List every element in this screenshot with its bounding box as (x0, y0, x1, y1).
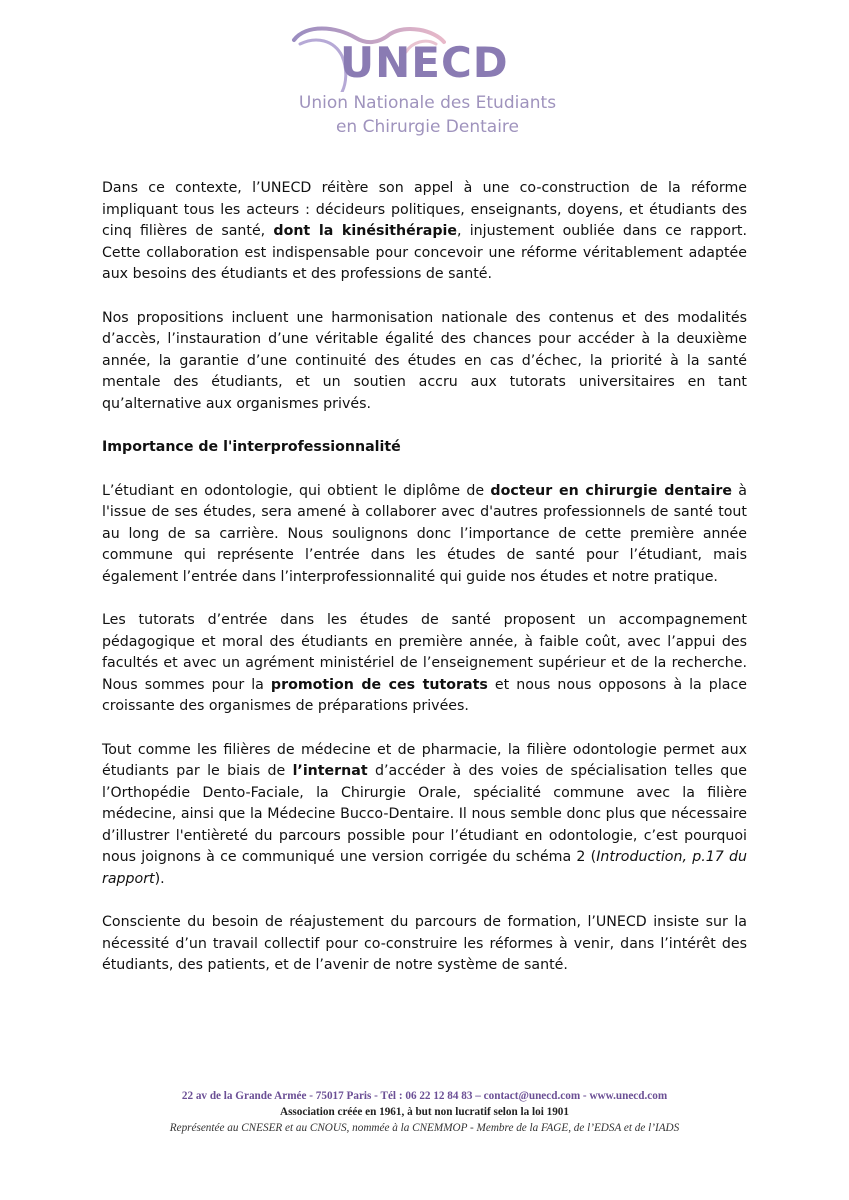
paragraph-odontologie: L’étudiant en odontologie, qui obtient le diplôme de docteur en chirurgie dentaire à l'issue de ses études, sera amené à collaborer avec d'autres professionnels de santé tout au long de sa carrière. Nous soulignons donc l’importance de cette première année commune qui représente l’entrée dans les études de santé pour l’étudiant, mais également l’entrée dans l’interprofessionnalité qui guide nos études et notre pratique. (102, 482, 747, 585)
section-heading: Importance de l'interprofessionnalité (102, 439, 401, 455)
footer-association: Association créée en 1961, à but non lucratif selon la loi 1901 (280, 1106, 569, 1118)
org-name-line1: Union Nationale des Etudiants (298, 93, 557, 113)
footer-contact: 22 av de la Grande Armée - 75017 Paris - Tél : 06 22 12 84 83 – contact@unecd.com - www.unecd.com (181, 1090, 668, 1102)
page-footer (0, 1088, 849, 1136)
emphasis-promotion: promotion de ces tutorats (270, 676, 488, 693)
paragraph-conclusion: Consciente du besoin de réajustement du parcours de formation, l’UNECD insiste sur la nécessité d’un travail collectif pour co-construire les réformes à venir, dans l’intérêt des étudiants, des patients, et de l’avenir de notre système de santé. (102, 914, 747, 973)
emphasis-kinesitherapie: dont la kinésithérapie (273, 223, 457, 239)
paragraph-tutorats: Les tutorats d’entrée dans les études de santé proposent un accompagnement pédagogique et moral des étudiants en première année, à faible coût, avec l’appui des facultés et avec un agrément ministériel de l’enseignement supérieur et de la recherche. Nous sommes pour la promotion de ces tutorats et nous nous opposons à la place croissante des organismes de préparations privées. (102, 612, 747, 714)
emphasis-docteur: docteur en chirurgie dentaire (490, 482, 732, 499)
logo-wordmark: UNECD (340, 38, 509, 87)
letterhead (0, 0, 849, 150)
paragraph-propositions: Nos propositions incluent une harmonisation nationale des contenus et des modalités d’accès, l’instauration d’une véritable égalité des chances pour accéder à la deuxième année, la garantie d’une continuité des études en cas d’échec, la priorité à la santé mentale des étudiants, et un soutien accru aux tutorats universitaires en tant qu’alternative aux organismes privés. (102, 309, 747, 412)
paragraph-coconstruction: Dans ce contexte, l’UNECD réitère son appel à une co-construction de la réforme impliquant tous les acteurs : décideurs politiques, enseignants, doyens, et étudiants des cinq filières de santé, dont la kinésithérapie, injustement oubliée dans ce rapport. Cette collaboration est indispensable pour concevoir une réforme véritablement adaptée aux besoins des étudiants et des professions de santé. (102, 180, 747, 282)
paragraph-internat: Tout comme les filières de médecine et de pharmacie, la filière odontologie permet aux étudiants par le biais de l’internat d’accéder à des voies de spécialisation telles que l’Orthopédie Dento-Faciale, la Chirurgie Orale, spécialité commune avec la filière médecine, ainsi que la Médecine Bucco-Dentaire. Il nous semble donc plus que nécessaire d’illustrer l'entièreté du parcours possible pour l’étudiant en odontologie, c’est pourquoi nous joignons à ce communiqué une version corrigée du schéma 2 (Introduction, p.17 du rapport). (102, 741, 748, 887)
footer-representation: Représentée au CNESER et au CNOUS, nommée à la CNEMMOP - Membre de la FAGE, de l’EDSA et de l’IADS (169, 1122, 680, 1134)
document-body (102, 178, 747, 999)
reference-introduction: Introduction, p.17 du rapport (102, 849, 748, 887)
emphasis-internat: l’internat (292, 763, 368, 779)
org-name-line2: en Chirurgie Dentaire (335, 117, 520, 137)
